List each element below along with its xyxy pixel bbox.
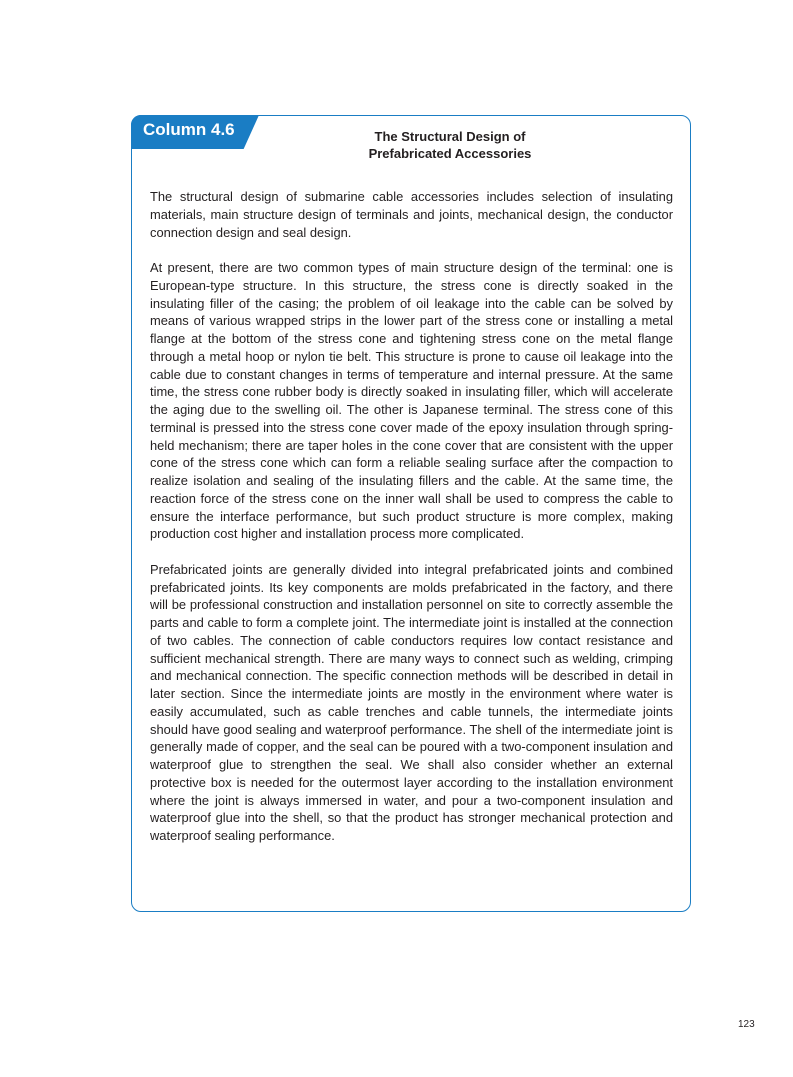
- paragraph: At present, there are two common types of main structure design of the terminal: one is European-type structure. In this structure, the stress cone is directly soaked in the insulating filler of the casing; the problem of oil leakage into the cable can be solved by means of various wrapped strips in the lower part of the stress cone or installing a metal flange at the bottom of the stress cone and tightening stress cone on the metal flange through a metal hoop or nylon tie belt. This structure is prone to cause oil leakage into the cable due to constant changes in terms of temperature and internal pressure. At the same time, the stress cone rubber body is directly soaked in insulating filler, which will accelerate the aging due to the swelling oil. The other is Japanese terminal. The stress cone of this terminal is pressed into the stress cone cover made of the epoxy insulation through spring-held mechanism; there are taper holes in the cone cover that are consistent with the upper cone of the stress cone which can form a reliable sealing surface after the compaction to realize isolation and sealing of the insulating fillers and the cable. At the same time, the reaction force of the stress cone on the inner wall shall be used to compress the cable to ensure the interface performance, but such product structure is more complex, making production cost higher and installation process more complicated.: [150, 260, 673, 542]
- page-number: 123: [738, 1019, 755, 1030]
- title-line-1: The Structural Design of: [374, 129, 526, 144]
- column-label: Column 4.6: [143, 120, 235, 139]
- paragraph: The structural design of submarine cable accessories includes selection of insulating materials, main structure design of terminals and joints, mechanical design, the conductor connection design and seal design.: [150, 189, 673, 240]
- title-line-2: Prefabricated Accessories: [368, 146, 532, 161]
- column-title: [300, 128, 600, 162]
- column-body: [150, 188, 673, 863]
- paragraph: Prefabricated joints are generally divided into integral prefabricated joints and combined prefabricated joints. Its key components are molds prefabricated in the factory, and there will be professional construction and installation personnel on site to correctly assemble the parts and cable to form a complete joint. The intermediate joint is installed at the connection of two cables. The connection of cable conductors requires low contact resistance and sufficient mechanical strength. There are many ways to connect such as welding, crimping and mechanical connection. The specific connection methods will be described in detail in later section. Since the intermediate joints are mostly in the environment where water is easily accumulated, such as cable trenches and cable tunnels, the intermediate joints should have good sealing and waterproof performance. The shell of the intermediate joint is generally made of copper, and the seal can be poured with a two-component insulation and waterproof glue to strengthen the seal. We shall also consider whether an external protective box is needed for the outermost layer according to the installation environment where the joint is always immersed in water, and pour a two-component insulation and waterproof glue into the shell, so that the product has stronger mechanical protection and waterproof sealing performance.: [150, 561, 673, 843]
